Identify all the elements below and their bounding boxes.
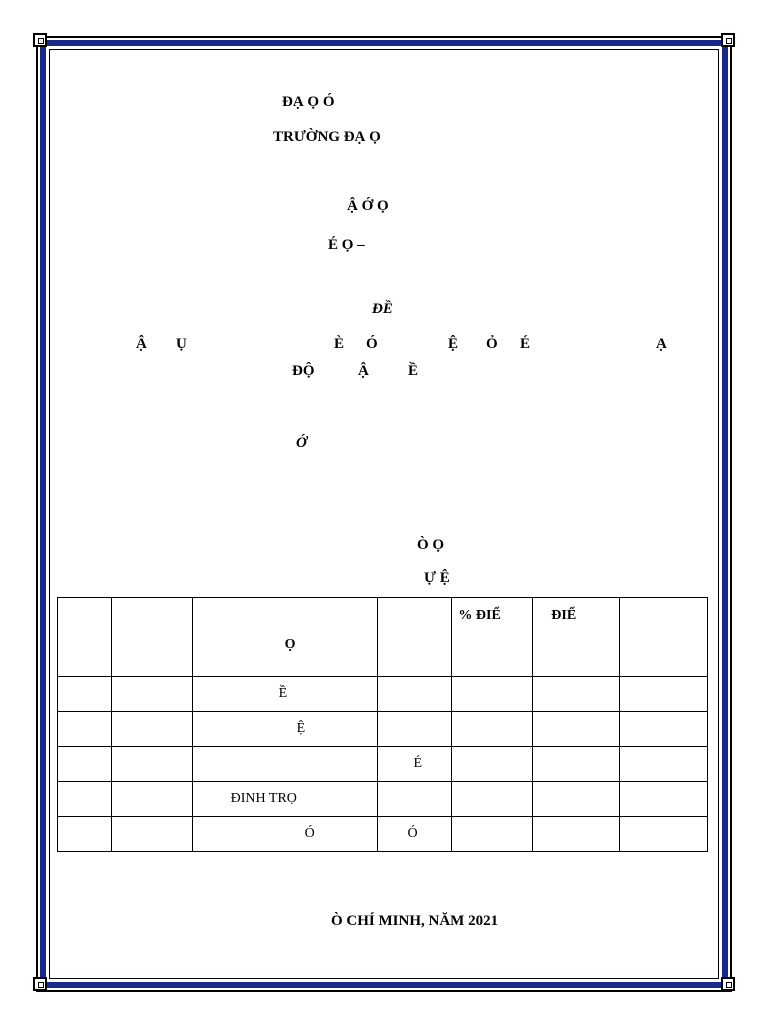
member-table <box>57 597 708 852</box>
table-cell <box>620 747 708 782</box>
table-cell <box>111 747 192 782</box>
table-cell <box>111 712 192 747</box>
table-cell <box>58 747 112 782</box>
table-cell <box>452 712 533 747</box>
report-title-word: Ậ <box>358 363 369 379</box>
table-header-row <box>58 598 708 677</box>
table-row <box>58 782 708 817</box>
table-row <box>58 712 708 747</box>
report-title-word: Ệ <box>448 336 459 352</box>
table-cell <box>533 817 620 852</box>
report-title-word: Ề <box>408 363 419 379</box>
table-cell <box>620 817 708 852</box>
table-header-cell <box>58 598 112 677</box>
table-cell <box>620 677 708 712</box>
table-cell <box>58 677 112 712</box>
table-cell <box>620 782 708 817</box>
corner-ornament <box>721 977 735 991</box>
instructor-label: Ớ <box>296 435 307 451</box>
table-cell <box>377 712 452 747</box>
report-title-word: É <box>520 336 531 352</box>
table-cell <box>533 677 620 712</box>
report-title-word: È <box>334 336 345 352</box>
table-cell <box>533 712 620 747</box>
faculty-name: Ậ Ớ Ọ <box>347 198 389 214</box>
table-cell <box>58 712 112 747</box>
corner-ornament <box>721 33 735 47</box>
table-cell <box>111 782 192 817</box>
table-cell <box>58 782 112 817</box>
university-name: TRƯỜNG ĐẠ Ọ <box>273 129 381 145</box>
table-cell: Ệ <box>192 712 377 747</box>
table-row <box>58 747 708 782</box>
table-cell <box>111 677 192 712</box>
table-header-cell <box>620 598 708 677</box>
table-row <box>58 817 708 852</box>
report-title-word: ĐỘ <box>292 363 315 379</box>
footer-place-date: Ò CHÍ MINH, NĂM 2021 <box>331 913 499 929</box>
ministry-name: ĐẠ Ọ Ó <box>282 94 335 110</box>
table-cell <box>192 747 377 782</box>
table-header-cell: % ĐIỂ <box>452 598 533 677</box>
table-cell <box>111 817 192 852</box>
table-cell <box>58 817 112 852</box>
program-name: É Ọ – <box>328 237 365 253</box>
corner-ornament <box>33 977 47 991</box>
table-cell <box>452 782 533 817</box>
table-row <box>58 677 708 712</box>
table-cell: ĐINH TRỌ <box>192 782 377 817</box>
table-cell <box>533 747 620 782</box>
table-header-cell <box>111 598 192 677</box>
table-cell: Ề <box>192 677 377 712</box>
corner-ornament <box>33 33 47 47</box>
table-cell: Ó <box>377 817 452 852</box>
table-cell <box>452 747 533 782</box>
table-cell <box>377 677 452 712</box>
group-label: Ò Ọ <box>417 537 445 553</box>
report-title-label: ĐỀ <box>372 301 393 317</box>
report-title-word: Ụ <box>176 336 187 352</box>
table-cell <box>452 677 533 712</box>
table-cell: Ó <box>192 817 377 852</box>
table-cell <box>452 817 533 852</box>
table-header-cell: ĐIỂ <box>533 598 620 677</box>
table-cell <box>533 782 620 817</box>
table-cell: É <box>377 747 452 782</box>
report-title-word: Ạ <box>656 336 667 352</box>
report-title-word: Ậ <box>136 336 147 352</box>
member-list-label: Ự Ệ <box>424 570 450 586</box>
table-header-cell <box>377 598 452 677</box>
report-title-word: Ó <box>366 336 378 352</box>
report-title-word: Ỏ <box>486 336 498 352</box>
table-cell <box>620 712 708 747</box>
table-cell <box>377 782 452 817</box>
table-header-cell: Ọ <box>192 598 377 677</box>
